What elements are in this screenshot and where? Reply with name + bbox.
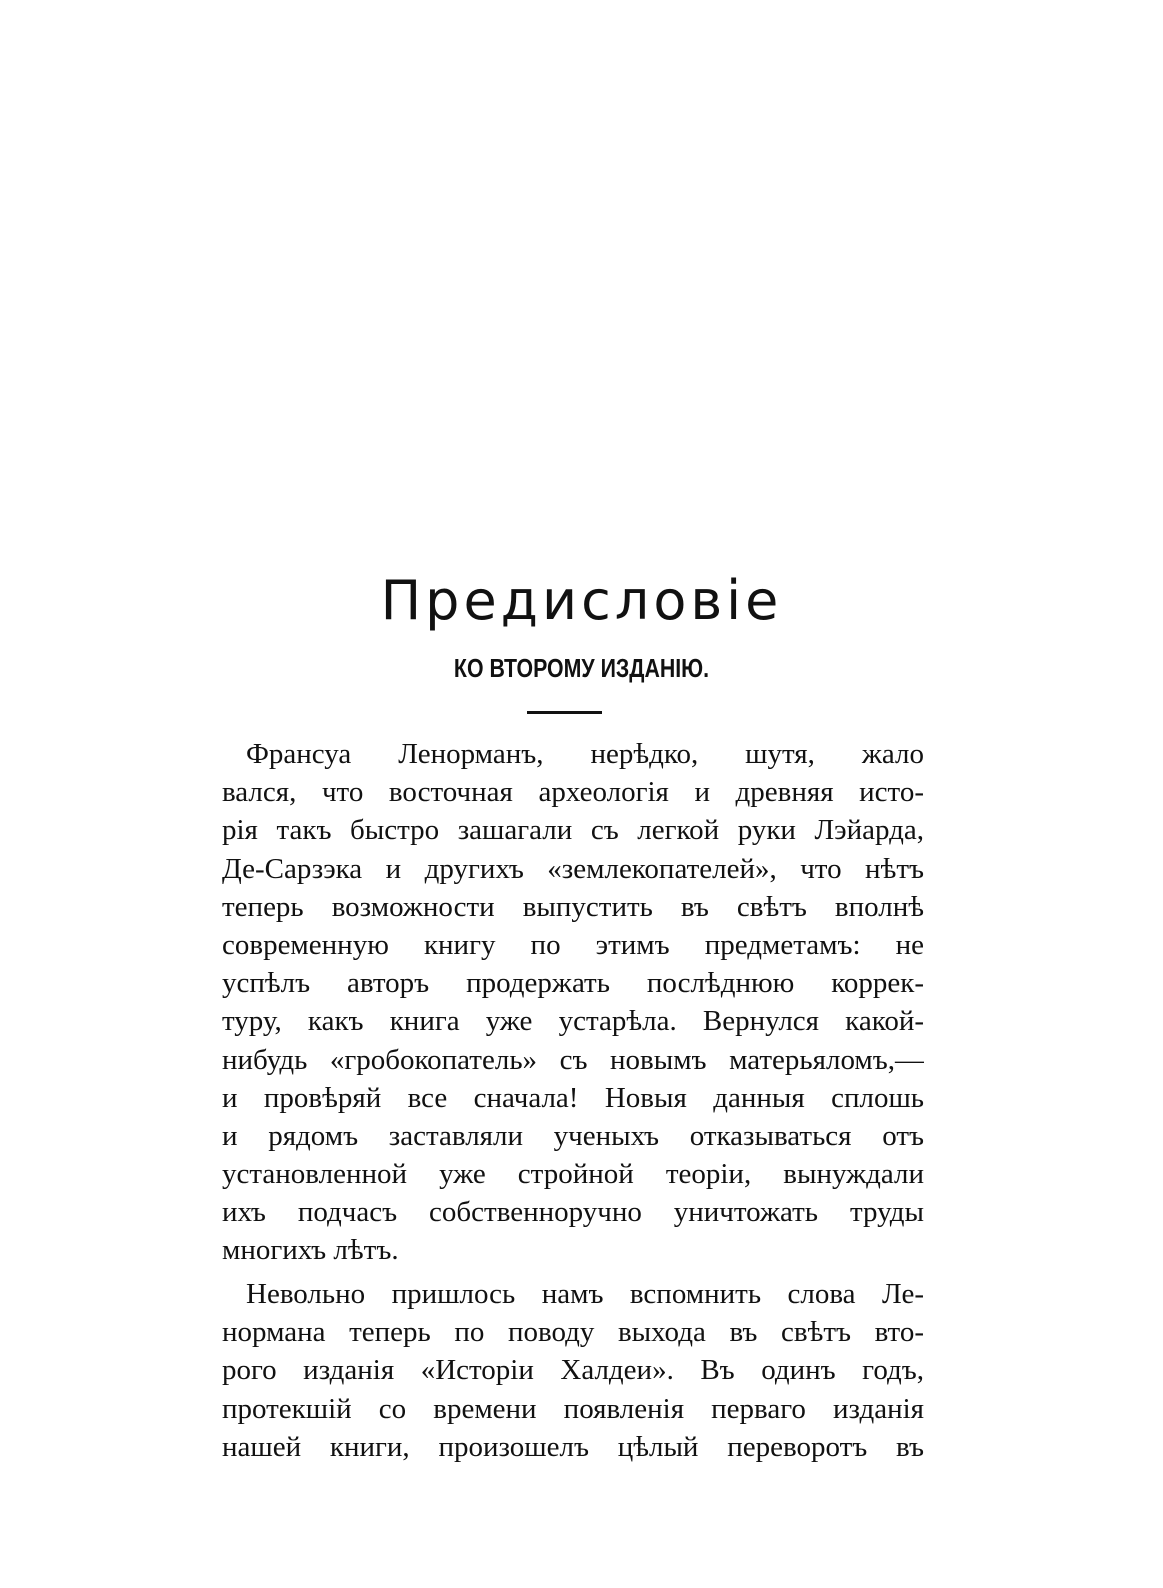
text-line: Невольно пришлось намъ вспомнить слова Ле- [246,1278,924,1310]
paragraph-2 [222,1275,924,1466]
text-line: туру, какъ книга уже устарѣла. Вернулся какой- [222,1005,924,1038]
text-line: и провѣряй все сначала! Новыя данныя сплошь [222,1081,924,1114]
text-line: протекшій со времени появленія перваго изданія [222,1392,924,1425]
title-divider [527,711,602,714]
page-subtitle: КО ВТОРОМУ ИЗДАНІЮ. [453,653,710,683]
text-line: современную книгу по этимъ предметамъ: не [222,928,924,961]
text-line: вался, что восточная археологія и древняя исто- [222,776,924,809]
text-line: установленной уже стройной теоріи, вынуждали [222,1158,924,1191]
text-line: успѣлъ авторъ продержать послѣднюю коррек- [222,967,924,1000]
text-line: рого изданія «Исторіи Халдеи». Въ одинъ годъ, [222,1354,924,1387]
text-line: нашей книги, произошелъ цѣлый переворотъ въ [222,1430,924,1463]
text-line: нормана теперь по поводу выхода въ свѣтъ вто- [222,1316,924,1349]
text-line: ихъ подчасъ собственноручно уничтожать труды [222,1196,924,1229]
page-title: Предисловіе [380,569,783,632]
text-line: рія такъ быстро зашагали съ легкой руки Лэйарда, [222,814,924,847]
paragraph-1 [222,735,924,1270]
text-line: теперь возможности выпустить въ свѣтъ вполнѣ [222,890,924,923]
text-line: нибудь «гробокопатель» съ новымъ матерьяломъ,— [222,1043,924,1076]
text-line: Франсуа Ленорманъ, нерѣдко, шутя, жало [246,738,924,770]
text-line: многихъ лѣтъ. [222,1234,399,1267]
text-line: и рядомъ заставляли ученыхъ отказываться отъ [222,1119,924,1152]
text-line: Де-Сарзэка и другихъ «землекопателей», что нѣтъ [222,852,924,885]
